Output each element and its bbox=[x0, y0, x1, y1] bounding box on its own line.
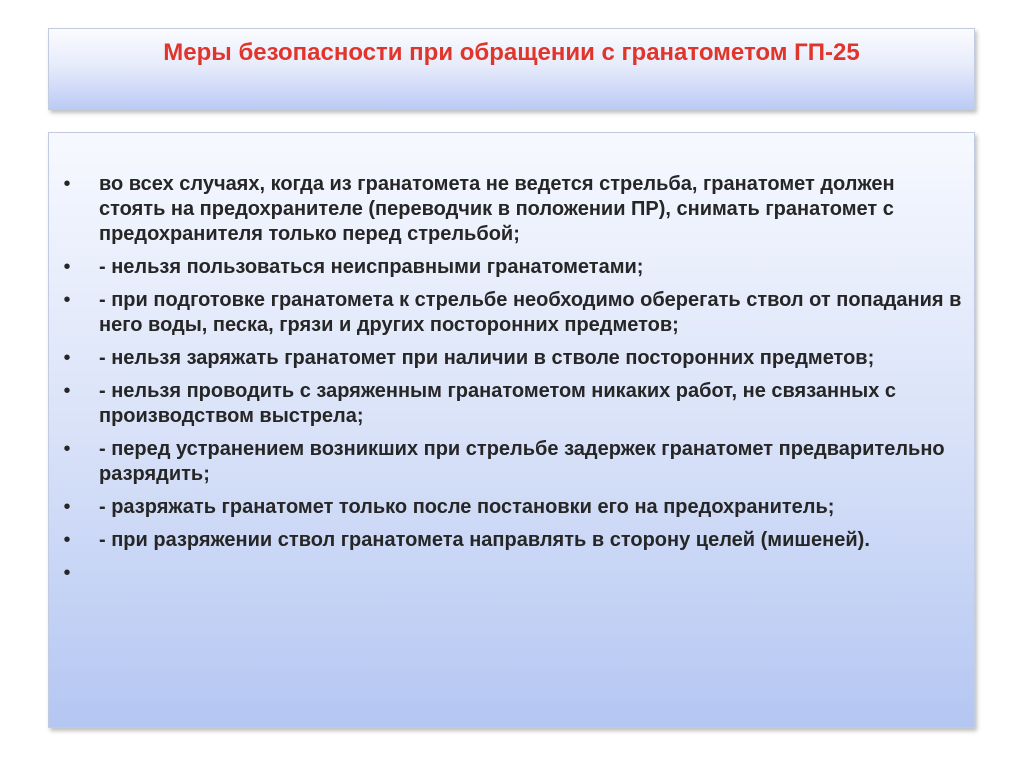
list-item-text: - нельзя пользоваться неисправными гранатометами; bbox=[99, 256, 644, 278]
content-box bbox=[48, 132, 975, 728]
list-item-text: - разряжать гранатомет только после постановки его на предохранитель; bbox=[99, 496, 835, 518]
bullet-icon: • bbox=[63, 347, 71, 369]
bullet-icon: • bbox=[63, 380, 71, 402]
list-item bbox=[49, 346, 974, 371]
bullet-icon: • bbox=[63, 562, 71, 584]
list-item bbox=[49, 528, 974, 553]
list-item bbox=[49, 495, 974, 520]
list-item bbox=[49, 288, 974, 338]
bullet-list bbox=[49, 172, 974, 584]
bullet-icon: • bbox=[63, 256, 71, 278]
bullet-icon: • bbox=[63, 529, 71, 551]
bullet-icon: • bbox=[63, 289, 71, 311]
bullet-icon: • bbox=[63, 173, 71, 195]
list-item bbox=[49, 379, 974, 429]
list-item-text: - при разряжении ствол гранатомета направлять в сторону целей (мишеней). bbox=[99, 529, 870, 551]
list-item-text: - нельзя заряжать гранатомет при наличии в стволе посторонних предметов; bbox=[99, 347, 875, 369]
slide-title: Меры безопасности при обращении с гранатометом ГП-25 bbox=[163, 39, 860, 66]
list-item-text: - перед устранением возникших при стрельбе задержек гранатомет предварительно разрядить; bbox=[99, 438, 945, 485]
bullet-icon: • bbox=[63, 438, 71, 460]
list-item bbox=[49, 255, 974, 280]
bullet-icon: • bbox=[63, 496, 71, 518]
list-item-text: во всех случаях, когда из гранатомета не ведется стрельба, гранатомет должен стоять на предохранителе (переводчик в положении ПР), снимать гранатомет с предохранителя только перед стрельбой; bbox=[99, 173, 895, 245]
title-box bbox=[48, 28, 975, 110]
list-item bbox=[49, 437, 974, 487]
list-item-text: - нельзя проводить с заряженным гранатометом никаких работ, не связанных с производством выстрела; bbox=[99, 380, 897, 427]
list-item bbox=[49, 172, 974, 247]
list-item-text: - при подготовке гранатомета к стрельбе необходимо оберегать ствол от попадания в него воды, песка, грязи и других посторонних предметов; bbox=[99, 289, 962, 336]
